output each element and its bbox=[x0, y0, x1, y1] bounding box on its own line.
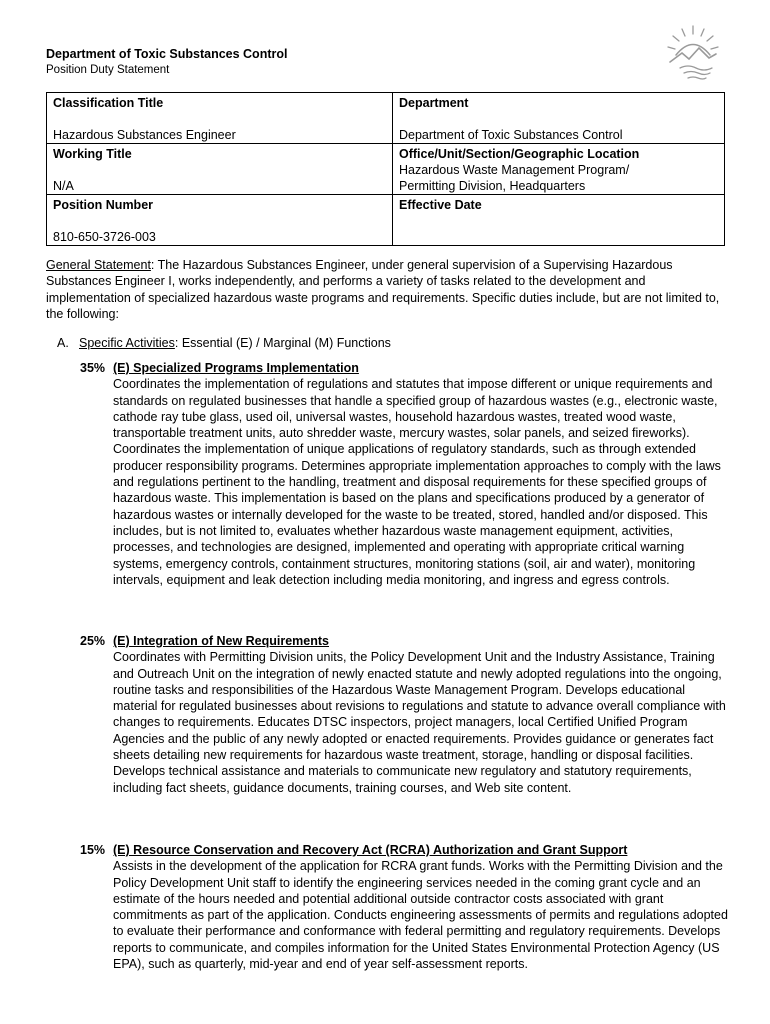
specific-activities-text: : Essential (E) / Marginal (M) Functions bbox=[174, 336, 391, 350]
office-location-label: Office/Unit/Section/Geographic Location bbox=[399, 147, 640, 161]
general-statement bbox=[46, 257, 722, 322]
document-title: Department of Toxic Substances Control bbox=[46, 47, 288, 61]
position-number-label: Position Number bbox=[53, 198, 154, 212]
duty-body: Coordinates with Permitting Division units, the Policy Development Unit and the Industry Assistance, Training and Outreach Unit on the integration of newly enacted statute and newly adopted regulations into the ongoing, routine tasks and responsibilities of the Hazardous Waste Management Program. Develops educational material for regulated businesses about revisions to regulations and statute to advance overall compliance with changes to requirements. Educates DTSC inspectors, project managers, local Certified Unified Program Agencies and the public of any newly adopted or enacted requirements. Provides guidance or generates fact sheets detailing new requirements for hazardous waste treatment, storage, handling or disposal facilities. Develops technical assistance and materials to communicate new regulatory and statutory requirements, including fact sheets, guidance documents, training courses, and Web site content. bbox=[113, 650, 726, 795]
position-number-value: 810-650-3726-003 bbox=[53, 230, 156, 244]
dtsc-logo-icon bbox=[662, 22, 724, 84]
document-subtitle: Position Duty Statement bbox=[46, 64, 170, 76]
department-cell bbox=[393, 93, 725, 144]
office-cell bbox=[393, 144, 725, 195]
classification-title-label: Classification Title bbox=[53, 96, 164, 110]
section-marker: A. bbox=[57, 336, 69, 350]
office-location-value-line2: Permitting Division, Headquarters bbox=[399, 179, 586, 193]
effective-date-label: Effective Date bbox=[399, 198, 482, 212]
duty-item bbox=[80, 842, 730, 972]
duty-percent: 35% bbox=[80, 361, 106, 375]
classification-title-value: Hazardous Substances Engineer bbox=[53, 128, 236, 142]
classification-cell bbox=[47, 93, 393, 144]
duty-percent: 15% bbox=[80, 843, 106, 857]
duty-item bbox=[80, 360, 730, 588]
duty-item bbox=[80, 633, 730, 796]
working-title-cell bbox=[47, 144, 393, 195]
position-number-cell bbox=[47, 195, 393, 246]
department-label: Department bbox=[399, 96, 469, 110]
general-statement-label: General Statement bbox=[46, 258, 151, 272]
effective-date-cell bbox=[393, 195, 725, 246]
duty-body: Coordinates the implementation of regulations and statutes that impose different or unique requirements and standards on regulated businesses that handle a specified group of hazardous wastes (e.g., electronic waste, cathode ray tube glass, used oil, universal wastes, household hazardous wastes, treated wood waste, transportable treatment units, auto shredder waste, mercury wastes, solar panels, and seized fireworks). Coordinates the implementation of unique applications of regulatory standards, such as through extended producer responsibility programs. Determines appropriate implementation approaches to comply with the laws and regulations pertinent to the handling, treatment and disposal requirements for these specified groups of hazardous waste. This implementation is based on the plans and specifications produced by a generator of hazardous wastes or internally developed for the waste to be treated, stored, handled and/or disposed. This includes, but is not limited to, evaluates whether hazardous waste management equipment, activities, processes, and technologies are designed, implemented and operating with appropriate critical warning systems, emergency controls, containment structures, monitoring stations (soil, air and water), monitoring intervals, equipment and leak detection including media monitoring, and ingress and egress controls. bbox=[113, 377, 721, 587]
working-title-label: Working Title bbox=[53, 147, 132, 161]
department-value: Department of Toxic Substances Control bbox=[399, 128, 623, 142]
duty-heading: (E) Resource Conservation and Recovery Act (RCRA) Authorization and Grant Support bbox=[113, 843, 628, 857]
duty-percent: 25% bbox=[80, 634, 106, 648]
office-location-value-line1: Hazardous Waste Management Program/ bbox=[399, 163, 630, 177]
position-info-table bbox=[46, 92, 725, 246]
general-statement-text: : The Hazardous Substances Engineer, under general supervision of a Supervising Hazardous Substances Engineer I, works independently, and performs a variety of tasks related to the development and implementation of specialized hazardous waste programs and requirements. Specific duties include, but are not limited to, the following: bbox=[46, 258, 720, 321]
duty-heading: (E) Specialized Programs Implementation bbox=[113, 361, 359, 375]
duty-body: Assists in the development of the application for RCRA grant funds. Works with the Permitting Division and the Policy Development Unit staff to identify the engineering services needed in the coming grant cycle and an estimate of the hours needed and potential additional outside contractor costs associated with grant commitments as part of the application. Conducts engineering assessments of permits and regulations adopted to evaluate their performance and conformance with federal permitting and regulatory requirements. Develops reports to communicate, and compiles information for the United States Environmental Protection Agency (US EPA), such as quarterly, mid-year and end of year self-assessment reports. bbox=[113, 859, 728, 972]
working-title-value: N/A bbox=[53, 179, 74, 193]
specific-activities-heading bbox=[57, 336, 391, 350]
duty-heading: (E) Integration of New Requirements bbox=[113, 634, 329, 648]
specific-activities-label: Specific Activities bbox=[79, 336, 175, 350]
